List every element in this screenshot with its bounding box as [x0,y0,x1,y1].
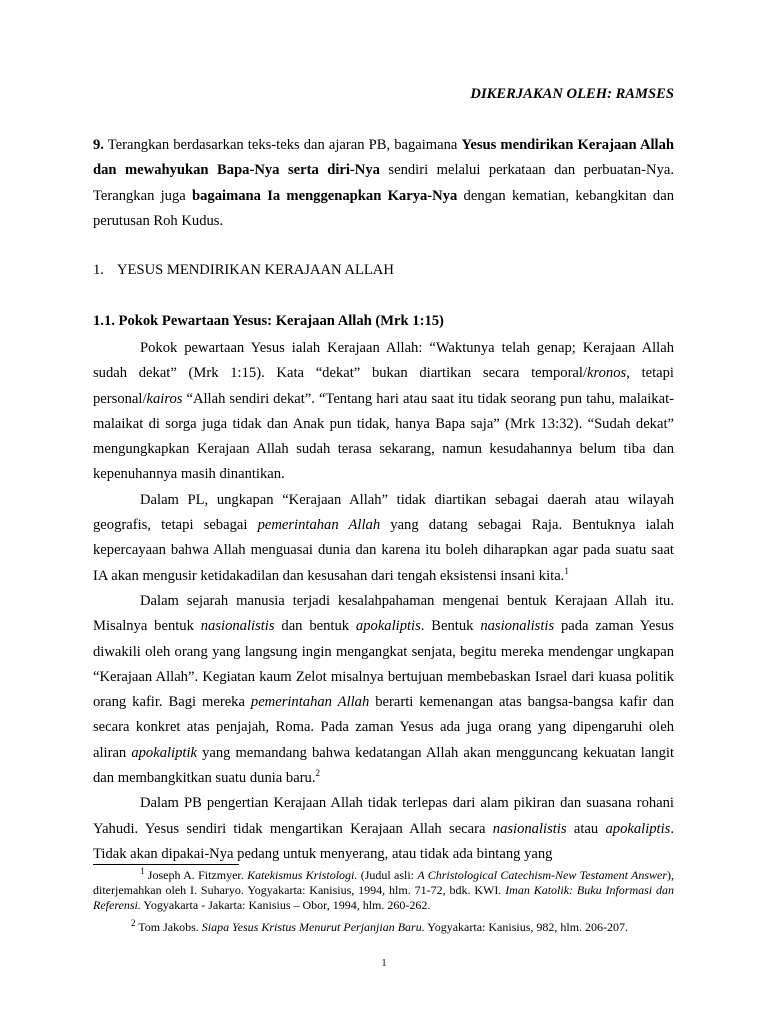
italic-term: pemerintahan Allah [250,694,370,711]
text-run: Tom Jakobs. [135,920,202,934]
italic-term: kairos [146,390,183,407]
text-run: dan bentuk [274,618,356,635]
question-number: 9. [93,137,104,153]
italic-term: nasionalistis [480,618,555,635]
italic-title: Iman Katolik: Buku Informasi dan Referensi. [93,883,674,912]
text-run: , tetapi personal/ [93,365,674,407]
italic-term: apokaliptik [131,744,197,761]
text-run: pada zaman Yesus diwakili oleh orang yang langsung ingin mengangkat senjata, begitu mereka mendengar ungkapan “Kerajaan Allah”. Kegiatan kaum Zelot misalnya bertujuan membebaskan Israel dari kuasa politik orang kafir. Bagi mereka [93,618,674,711]
text-run: . Tidak akan dipakai-Nya pedang untuk menyerang, atau tidak ada bintang yang [93,820,674,862]
section-title: YESUS MENDIRIKAN KERAJAAN ALLAH [117,262,394,278]
question-paragraph [93,133,674,234]
italic-title: Siapa Yesus Kristus Menurut Perjanjian Baru. [201,920,425,934]
italic-term: nasionalistis [492,820,567,837]
question-bold-1: Yesus mendirikan Kerajaan Allah dan mewahyukan Bapa-Nya serta diri-Nya [93,137,675,179]
text-run: berarti kemenangan atas bangsa-bangsa kafir dan secara konkret atas penjajah, Roma. Pada zaman Yesus ada juga orang yang dipengaruhi oleh aliran [93,694,674,761]
text-run: ), diterjemahkan oleh I. Suharyo. Yogyakarta: Kanisius, 1994, hlm. 71-72, bdk. KWI. [93,868,674,897]
text-run: yang datang sebagai Raja. Bentuknya ialah kepercayaan bahwa Allah menguasai dunia dan karena itu boleh diharapkan agar pada suatu saat IA akan mengusir ketidakadilan dan kesusahan dari tengah eksistensi insani kita. [93,517,674,584]
text-run: atau [566,820,606,837]
section-heading [93,262,394,279]
author-header: DIKERJAKAN OLEH: RAMSES [470,86,674,102]
page-number: 1 [381,958,387,969]
footnote-mark: 2 [131,918,136,928]
question-text: sendiri melalui perkataan dan perbuatan-Nya. Terangkan juga [93,162,675,204]
question-text: Terangkan berdasarkan teks-teks dan ajaran PB, bagaimana [103,137,462,153]
text-run: Dalam sejarah manusia terjadi kesalahpahaman mengenai bentuk Kerajaan Allah itu. Misalnya bentuk [93,592,674,635]
paragraph-4 [93,791,674,867]
text-run: Dalam PL, ungkapan “Kerajaan Allah” tidak diartikan sebagai daerah atau wilayah geografis, tetapi sebagai [93,491,674,534]
section-number: 1. [93,262,104,278]
italic-title: Katekismus Kristologi. [247,868,358,882]
paragraph-2 [93,488,674,589]
footnote-separator [93,864,239,865]
question-block [93,133,674,234]
question-text: dengan kematian, kebangkitan dan perutusan Roh Kudus. [93,187,674,229]
footnote-mark: 1 [140,866,145,876]
italic-term: pemerintahan Allah [257,517,381,534]
text-run: (Judul asli: [357,868,418,882]
footnote-2 [93,920,674,935]
subsection-heading: 1.1. Pokok Pewartaan Yesus: Kerajaan Allah (Mrk 1:15) [93,313,444,329]
text-run: Yogyakarta: Kanisius, 982, hlm. 206-207. [424,920,629,934]
paragraph-1 [93,336,674,488]
italic-term: apokaliptis [605,820,671,837]
italic-term: apokaliptis [355,618,421,635]
footnote-ref-2[interactable]: 2 [315,768,320,779]
text-run: . Bentuk [420,618,481,635]
italic-term: nasionalistis [200,618,275,635]
text-run: Yogyakarta - Jakarta: Kanisius – Obor, 1994, hlm. 260-262. [140,898,431,912]
text-run: Dalam PB pengertian Kerajaan Allah tidak terlepas dari alam pikiran dan suasana rohani Yahudi. Yesus sendiri tidak mengartikan Kerajaan Allah secara [93,795,674,837]
body-text [93,336,674,867]
text-run: Pokok pewartaan Yesus ialah Kerajaan Allah: “Waktunya telah genap; Kerajaan Allah sudah dekat” (Mrk 1:15). Kata “dekat” bukan diartikan secara temporal/ [93,340,674,382]
italic-title: A Christological Catechism-New Testament Answer [417,868,667,882]
italic-term: kronos [587,365,627,382]
text-run: “Allah sendiri dekat”. “Tentang hari atau saat itu tidak seorang pun tahu, malaikat-malaikat di sorga juga tidak dan Anak pun tidak, hanya Bapa saja” (Mrk 13:32). “Sudah dekat” mengungkapkan Kerajaan Allah sudah terasa sekarang, namun kesudahannya belum tiba dan kepenuhannya masih dinantikan. [93,390,674,483]
footnote-ref-1[interactable]: 1 [564,565,569,576]
text-run: Joseph A. Fitzmyer. [144,868,248,882]
question-bold-2: bagaimana Ia menggenapkan Karya-Nya [192,187,458,204]
footnote-1 [93,868,674,913]
paragraph-3 [93,589,674,791]
text-run: yang memandang bahwa kedatangan Allah akan mengguncang kekuatan langit dan membangkitkan suatu dunia baru. [93,744,675,787]
